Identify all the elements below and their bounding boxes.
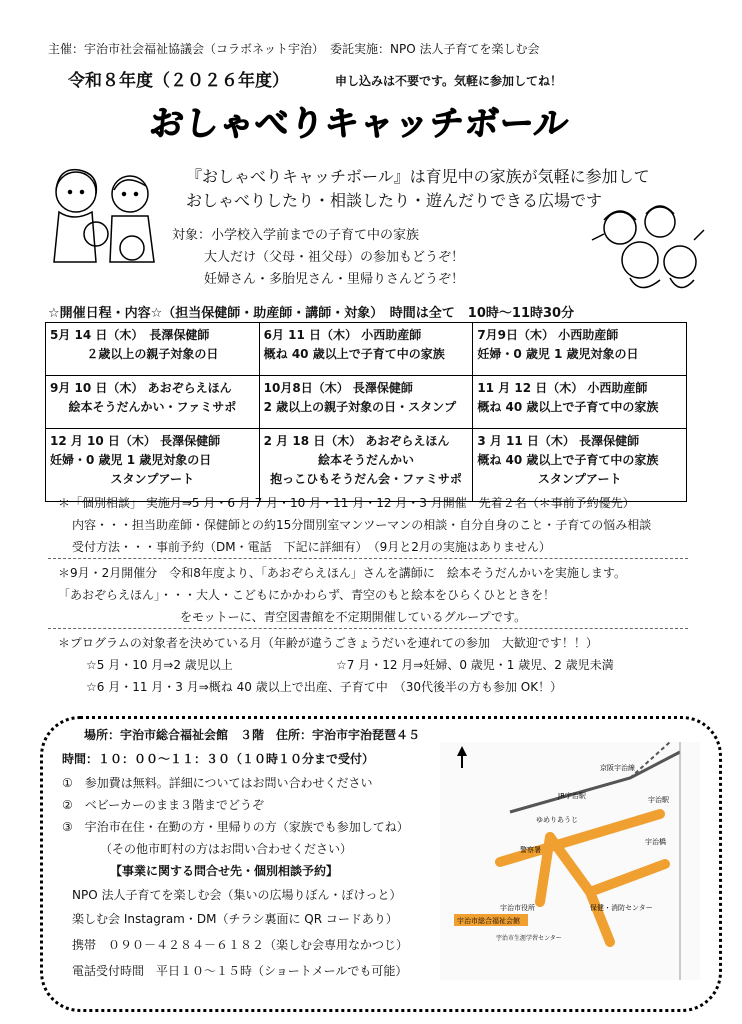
cell-content-line: 絵本そうだんかい・ファミサポ bbox=[68, 400, 237, 414]
page-title: おしゃべりキャッチボール bbox=[147, 104, 572, 144]
cell-content-line: 2 歳以上の親子対象の日・スタンプ bbox=[263, 400, 457, 414]
map-label-jr: JR宇治駅 bbox=[558, 792, 586, 800]
no-registration-note: 申し込みは不要です。気軽に参加してね！ bbox=[335, 74, 563, 88]
divider bbox=[48, 628, 688, 629]
target-line-3: 妊婦さん・多胎児さん・里帰りさんどうぞ！ bbox=[204, 272, 465, 287]
cell-content-line: 概ね 40 歳以上で子育て中の家族 bbox=[477, 453, 659, 467]
cell-date-line: 3 月 11 日（木） 長澤保健師 bbox=[477, 434, 640, 448]
map-label-keihan: 京阪宇治線 bbox=[600, 764, 635, 772]
program-note-1: ＊プログラムの対象者を決めている月（年齢が違うごきょうだいを連れての参加 大歓迎です！！） bbox=[58, 636, 598, 650]
map-label-city-hall: 宇治市役所 bbox=[500, 904, 535, 912]
map-label-uji: 宇治橋 bbox=[645, 838, 666, 846]
schedule-cell bbox=[259, 429, 473, 502]
cell-date-line: 6月 11 日（木） 小西助産師 bbox=[263, 328, 422, 342]
ehon-note-1: ＊9月・2月開催分 令和8年度より、「あおぞらえほん」さんを講師に 絵本そうだんかいを実施します。 bbox=[58, 566, 626, 580]
target-line-2: 大人だけ（父母・祖父母）の参加もどうぞ！ bbox=[204, 250, 465, 265]
program-note-3: ☆6 月・11 月・3 月⇒概ね 40 歳以上で出産、子育て中 （30代後半の方も参加 OK！） bbox=[86, 680, 563, 694]
schedule-cell bbox=[473, 429, 687, 502]
schedule-cell bbox=[46, 376, 260, 429]
cell-content-line: 妊婦・0 歳児 1 歳児対象の日 bbox=[50, 453, 212, 467]
program-note-2a: ☆5 月・10 月⇒2 歳児以上 bbox=[86, 658, 233, 672]
target-line-1: 対象：小学校入学前までの子育て中の家族 bbox=[172, 228, 420, 243]
info-item-2: ② ベビーカーのまま３階までどうぞ bbox=[62, 798, 265, 812]
cell-date-line: 5月 14 日（木） 長澤保健師 bbox=[50, 328, 210, 342]
schedule-row bbox=[46, 323, 687, 376]
info-item-1: ① 参加費は無料。詳細についてはお問い合わせください bbox=[62, 776, 373, 790]
schedule-header: ☆開催日程・内容☆（担当保健師・助産師・講師・対象） 時間は全て 10時～11時30分 bbox=[48, 306, 575, 321]
cell-date-line: 11 月 12 日（木） 小西助産師 bbox=[477, 381, 648, 395]
map-label-health-center: 保健・消防センター bbox=[590, 904, 653, 912]
intro-line-2: おしゃべりしたり・相談したり・遊んだりできる広場です bbox=[186, 191, 603, 210]
cell-content-line: ２歳以上の親子対象の日 bbox=[86, 347, 219, 361]
schedule-cell bbox=[259, 323, 473, 376]
cell-content-line: 妊婦・0 歳児 1 歳児対象の日 bbox=[477, 347, 639, 361]
consult-note-1: ＊「個別相談」 実施月⇒5 月・6 月 7 月・10 月・11 月・12 月・3 月開催 先着２名（＊事前予約優先） bbox=[58, 496, 635, 510]
schedule-cell bbox=[473, 323, 687, 376]
children-illustration bbox=[590, 200, 706, 300]
info-item-3: ③ 宇治市在住・在勤の方・里帰りの方（家族でも参加してね） bbox=[62, 820, 409, 834]
schedule-row bbox=[46, 429, 687, 502]
map-label-yumeu: ゆめりあうじ bbox=[536, 816, 578, 824]
intro-line-1: 『おしゃべりキャッチボール』は育児中の家族が気軽に参加して bbox=[186, 167, 650, 186]
organizer-line: 主催：宇治市社会福祉協議会（コラボネット宇治） 委託実施：NPO 法人子育てを楽しむ会 bbox=[48, 42, 540, 56]
family-illustration bbox=[34, 162, 174, 274]
phone-line[interactable]: 携帯 ０９０－４２８４－６１８２（楽しむ会専用なかつじ） bbox=[72, 938, 409, 952]
schedule-row bbox=[46, 376, 687, 429]
phone-hours-line: 電話受付時間 平日１０～１５時（ショートメールでも可能） bbox=[72, 964, 408, 978]
divider bbox=[48, 558, 688, 559]
cell-extra-line: スタンプアート bbox=[110, 472, 195, 486]
schedule-cell bbox=[473, 376, 687, 429]
ehon-note-2: 「あおぞらえほん」・・・大人・こどもにかかわらず、青空のもと絵本をひらくひとときを！ bbox=[58, 588, 556, 602]
consult-note-2: 内容・・・担当助産師・保健師との約15分間別室マンツーマンの相談・自分自身のこと・子育ての悩み相談 bbox=[72, 518, 652, 532]
cell-content-line: 絵本そうだんかい bbox=[317, 453, 414, 467]
map-label-uji-st: 宇治駅 bbox=[648, 796, 669, 804]
cell-date-line: 7月9日（木） 小西助産師 bbox=[477, 328, 619, 342]
map-label-venue: 宇治市総合福祉会館 bbox=[457, 917, 520, 925]
schedule-cell bbox=[46, 429, 260, 502]
sns-line: 楽しむ会 Instagram・DM（チラシ裏面に QR コードあり） bbox=[72, 912, 398, 926]
ehon-note-3: をモットーに、青空図書館を不定期開催しているグループです。 bbox=[180, 610, 527, 624]
cell-date-line: 10月8日（木） 長澤保健師 bbox=[263, 381, 413, 395]
cell-content-line: 概ね 40 歳以上で子育て中の家族 bbox=[263, 347, 445, 361]
schedule-cell bbox=[46, 323, 260, 376]
program-note-2b: ☆7 月・12 月⇒妊婦、0 歳児・1 歳児、2 歳児未満 bbox=[336, 658, 614, 672]
fiscal-year: 令和８年度（２０２６年度） bbox=[68, 71, 289, 91]
time-line: 時間：１０：００～１１：３０（１０時１０分まで受付） bbox=[62, 752, 375, 766]
place-line: 場所：宇治市総合福祉会館 ３階 住所：宇治市宇治琵琶４５ bbox=[84, 728, 421, 742]
cell-extra-line: 抱っこひもそうだん会・ファミサポ bbox=[270, 472, 462, 486]
cell-date-line: 2 月 18 日（木） あおぞらえほん bbox=[263, 434, 450, 448]
schedule-table bbox=[45, 322, 687, 502]
access-map bbox=[440, 742, 700, 980]
org-line: NPO 法人子育てを楽しむ会（集いの広場りぼん・ぽけっと） bbox=[72, 888, 402, 902]
map-label-police: 警察署 bbox=[520, 846, 541, 854]
cell-date-line: 12 月 10 日（木） 長澤保健師 bbox=[50, 434, 221, 448]
cell-extra-line: スタンプアート bbox=[537, 472, 622, 486]
cell-content-line: 概ね 40 歳以上で子育て中の家族 bbox=[477, 400, 659, 414]
schedule-cell bbox=[259, 376, 473, 429]
cell-date-line: 9月 10 日（木） あおぞらえほん bbox=[50, 381, 232, 395]
contact-heading: 【事業に関する問合せ先・個別相談予約】 bbox=[110, 864, 339, 878]
consult-note-3: 受付方法・・・事前予約（DM・電話 下記に詳細有） （9月と2月の実施はありません） bbox=[72, 540, 551, 554]
info-item-3-note: （その他市町村の方はお問い合わせください） bbox=[100, 842, 353, 856]
map-label-edu-center: 宇治市生涯学習センター bbox=[496, 935, 562, 942]
